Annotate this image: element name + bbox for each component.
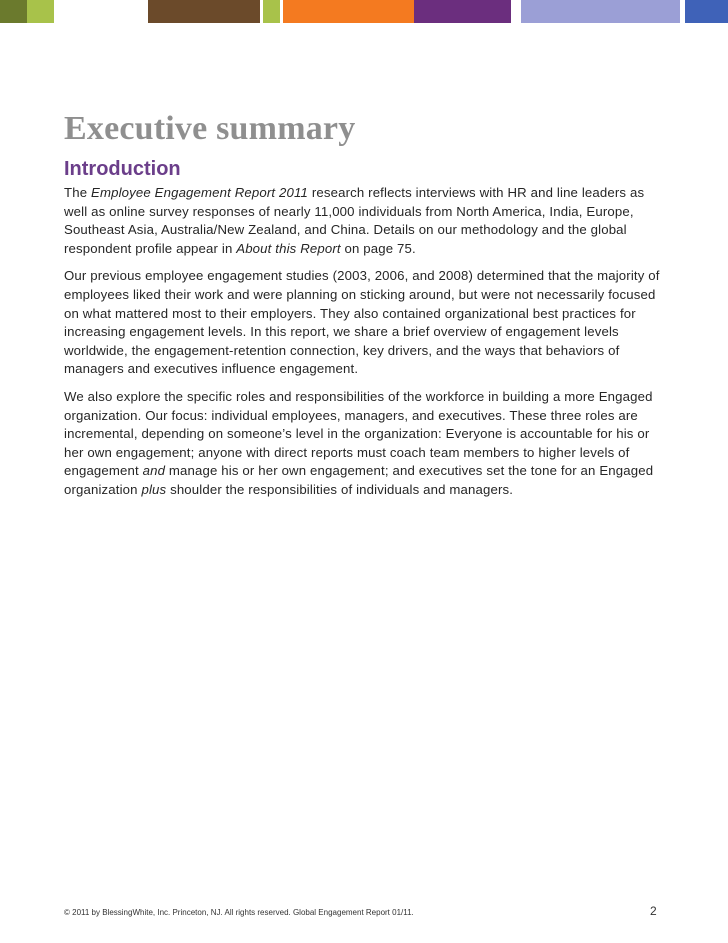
roles-paragraph xyxy=(64,388,664,500)
color-segment xyxy=(54,0,148,23)
main-content xyxy=(64,106,664,509)
and-emphasis: and xyxy=(142,463,166,479)
report-title-emphasis: Employee Engagement Report 2011 xyxy=(91,185,309,200)
color-segment xyxy=(148,0,260,23)
color-segment xyxy=(511,0,521,23)
intro-paragraph xyxy=(64,184,664,258)
studies-paragraph: Our previous employee engagement studies (2003, 2006, and 2008) determined that the majority of employees liked their work and were planning on sticking around, but were not necessarily focused on what mattered most to their employers. They also contained organizational best practices for increasing engagement levels. In this report, we share a brief overview of engagement levels worldwide, the engagement-retention connection, key drivers, and the ways that behaviors of managers and executives influence engagement. xyxy=(64,268,660,377)
color-segment xyxy=(0,0,27,23)
text-run: The xyxy=(64,185,91,200)
footer-copyright: © 2011 by BlessingWhite, Inc. Princeton, NJ. All rights reserved. Global Engagement Report 01/11. xyxy=(64,908,414,917)
text-run: shoulder the responsibilities of individuals and managers. xyxy=(166,481,514,497)
plus-emphasis: plus xyxy=(141,481,167,497)
color-segment xyxy=(27,0,54,23)
color-segment xyxy=(283,0,414,23)
color-segment xyxy=(521,0,680,23)
about-report-emphasis: About this Report xyxy=(236,240,341,256)
text-run: manage his or her own engagement; and executives set the tone for an Engaged organization xyxy=(64,463,654,497)
header-color-bar xyxy=(0,0,728,23)
text-run: We also explore the specific roles and responsibilities of the workforce in building a more Engaged organization. Our focus: individual employees, managers, and executives. These three roles are incremental, depending on someone’s level in the organization: Everyone is accountable for his or her own engagement; anyone with direct reports must coach team members to higher levels of engagement xyxy=(64,388,653,479)
section-heading: Introduction xyxy=(64,158,181,180)
page-number: 2 xyxy=(650,904,657,918)
color-segment xyxy=(263,0,280,23)
page-title: Executive summary xyxy=(64,110,356,147)
text-run: on page 75. xyxy=(340,240,416,256)
color-segment xyxy=(685,0,728,23)
color-segment xyxy=(414,0,511,23)
text-run: research reflects interviews with HR and line leaders as well as online survey responses of nearly 11,000 individuals from North America, India, Europe, Southeast Asia, Australia/New Zealand, and China. Details on our methodology and the global respondent profile appear in xyxy=(64,185,645,256)
